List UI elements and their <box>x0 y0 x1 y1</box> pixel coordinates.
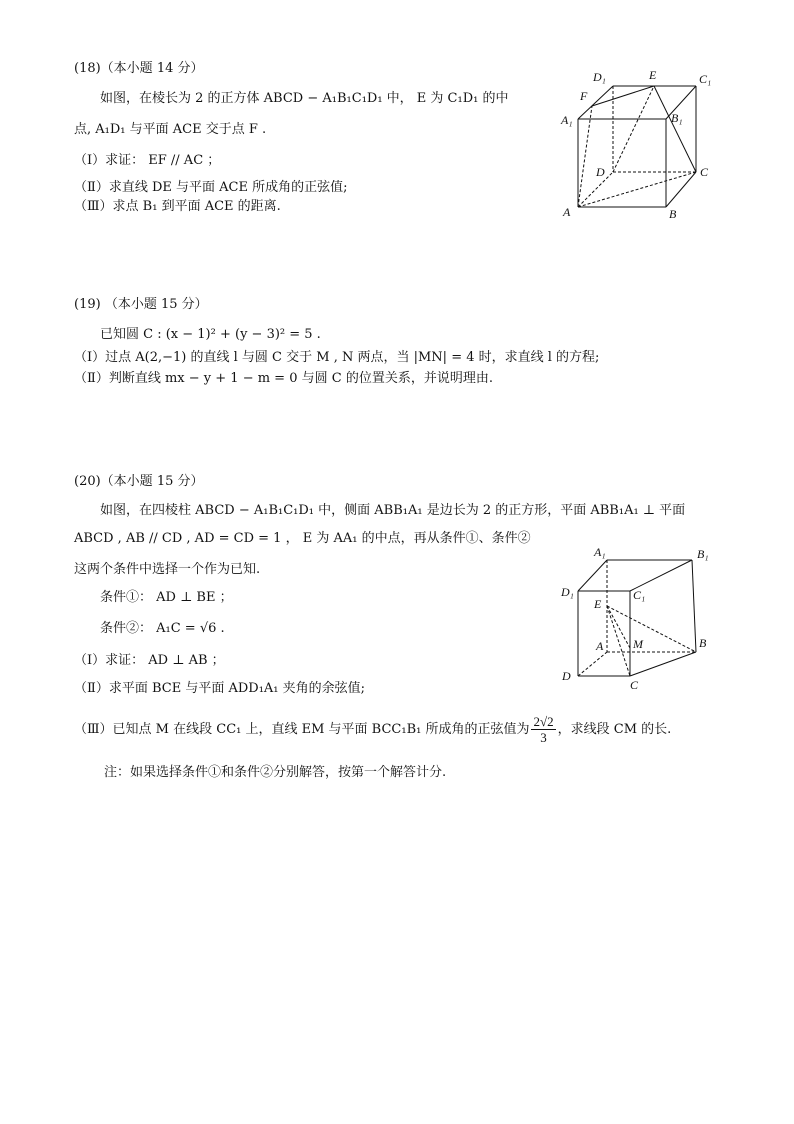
cube-label-C1: C₁ <box>699 72 712 86</box>
cube-label-A1: A₁ <box>561 113 573 127</box>
problem-19-line-1: 已知圆 C : (x − 1)² + (y − 3)² = 5 . <box>100 327 321 342</box>
problem-18-part-2: （Ⅱ）求直线 DE 与平面 ACE 所成角的正弦值; <box>74 180 348 195</box>
cube-figure <box>556 64 726 224</box>
problem-20-line-3: 这两个条件中选择一个作为已知. <box>74 562 261 577</box>
problem-20-part-2: （Ⅱ）求平面 BCE 与平面 ADD₁A₁ 夹角的余弦值; <box>74 681 366 696</box>
problem-19-part-2: （Ⅱ）判断直线 mx − y + 1 − m = 0 与圆 C 的位置关系，并说明理由. <box>74 371 493 386</box>
problem-20-part-1: （Ⅰ）求证： AD ⊥ AB ； <box>74 653 225 668</box>
prism-label-M: M <box>633 637 643 651</box>
prism-label-E: E <box>594 597 602 611</box>
problem-18-header: (18)（本小题 14 分） <box>74 61 204 76</box>
problem-18-line-1: 如图，在棱长为 2 的正方体 ABCD − A₁B₁C₁D₁ 中， E 为 C₁D₁ 的中 <box>100 91 509 106</box>
problem-20-condition-2: 条件②： A₁C = √6 . <box>100 621 225 636</box>
fraction-denominator: 3 <box>540 730 547 745</box>
problem-20-line-1: 如图，在四棱柱 ABCD − A₁B₁C₁D₁ 中，侧面 ABB₁A₁ 是边长为 2 的正方形，平面 ABB₁A₁ ⊥ 平面 <box>100 503 686 518</box>
prism-label-C1: C₁ <box>633 588 646 602</box>
sine-fraction <box>531 714 555 745</box>
problem-20-condition-1: 条件①： AD ⊥ BE ； <box>100 590 233 605</box>
cube-label-B: B <box>669 207 677 221</box>
prism-label-B: B <box>699 636 707 650</box>
prism-label-B1: B₁ <box>697 547 709 561</box>
prism-label-A: A <box>596 639 604 653</box>
problem-20-note: 注：如果选择条件①和条件②分别解答，按第一个解答计分. <box>104 765 447 780</box>
problem-19-part-1: （Ⅰ）过点 A(2,−1) 的直线 l 与圆 C 交于 M , N 两点，当 |MN| = 4 时，求直线 l 的方程; <box>74 350 600 365</box>
part-3-text-after: ，求线段 CM 的长. <box>557 722 672 737</box>
fraction-numerator: 2√2 <box>533 714 554 729</box>
problem-18-part-3: （Ⅲ）求点 B₁ 到平面 ACE 的距离. <box>74 199 281 214</box>
problem-19-header: (19) （本小题 15 分） <box>74 297 208 312</box>
prism-label-C: C <box>630 678 639 690</box>
prism-label-D1: D₁ <box>561 585 574 599</box>
cube-label-D1: D₁ <box>593 70 606 84</box>
problem-18-part-1: （Ⅰ）求证： EF // AC ； <box>74 153 221 168</box>
cube-label-F: F <box>580 89 588 103</box>
prism-figure <box>556 540 726 690</box>
cube-label-A: A <box>563 205 571 219</box>
cube-label-E: E <box>649 68 657 82</box>
cube-label-B1: B₁ <box>671 111 683 125</box>
cube-label-C: C <box>700 165 709 179</box>
problem-20-line-2: ABCD , AB // CD , AD = CD = 1 ， E 为 AA₁ 的中点，再从条件①、条件② <box>74 531 531 546</box>
problem-20-header: (20)（本小题 15 分） <box>74 474 204 489</box>
cube-label-D: D <box>596 165 605 179</box>
prism-label-D: D <box>562 669 571 683</box>
prism-label-A1: A₁ <box>594 545 606 559</box>
part-3-text-before: （Ⅲ）已知点 M 在线段 CC₁ 上，直线 EM 与平面 BCC₁B₁ 所成角的正弦值为 <box>74 722 530 737</box>
problem-20-part-3 <box>74 714 671 745</box>
problem-18-line-2: 点, A₁D₁ 与平面 ACE 交于点 F . <box>74 122 267 137</box>
